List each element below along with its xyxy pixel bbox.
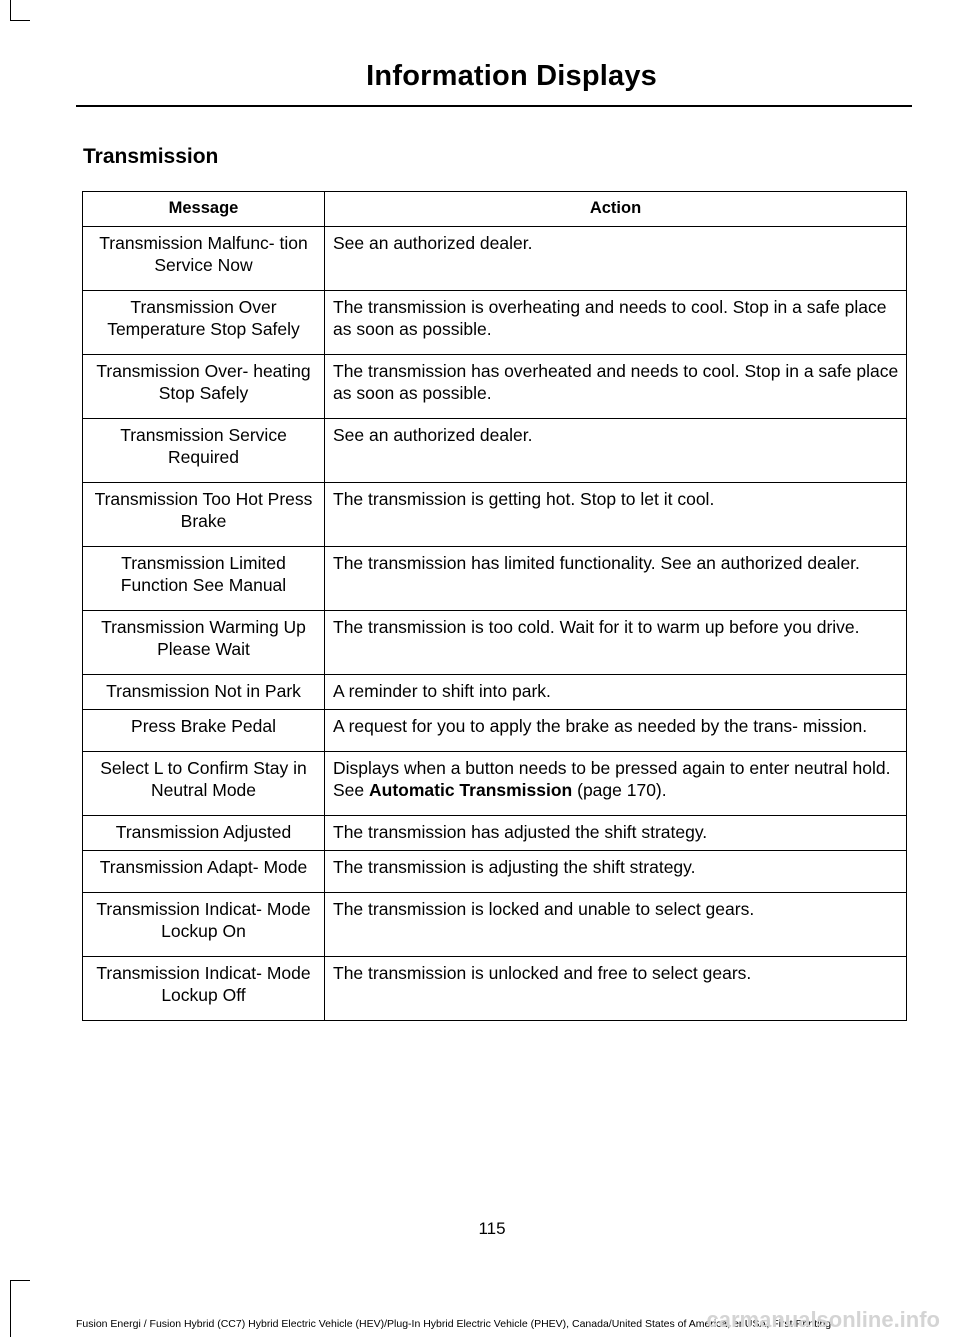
table-row (83, 291, 907, 355)
crop-mark (10, 0, 11, 20)
page-number: 115 (478, 1219, 506, 1238)
action-cell: See an authorized dealer. (325, 227, 907, 291)
message-cell: Transmission Over Temperature Stop Safely (83, 291, 325, 355)
action-cell: The transmission is locked and unable to select gears. (325, 893, 907, 957)
message-cell: Transmission Indicat- Mode Lockup On (83, 893, 325, 957)
action-cell: A request for you to apply the brake as needed by the trans- mission. (325, 709, 907, 752)
action-cell: The transmission has adjusted the shift strategy. (325, 816, 907, 851)
message-cell: Transmission Malfunc- tion Service Now (83, 227, 325, 291)
transmission-message-table (82, 191, 907, 1021)
message-cell: Press Brake Pedal (83, 709, 325, 752)
action-cell: The transmission is too cold. Wait for it to warm up before you drive. (325, 611, 907, 675)
action-cell (325, 752, 907, 816)
action-cell: The transmission has limited functionality. See an authorized dealer. (325, 547, 907, 611)
table-row (83, 419, 907, 483)
page-header-title: Information Displays (366, 60, 657, 92)
message-cell: Transmission Indicat- Mode Lockup Off (83, 957, 325, 1021)
table-row (83, 547, 907, 611)
table-row (83, 483, 907, 547)
action-cell: See an authorized dealer. (325, 419, 907, 483)
table-row (83, 227, 907, 291)
header-divider (76, 105, 912, 107)
crop-mark (10, 20, 30, 21)
action-cell: The transmission has overheated and needs to cool. Stop in a safe place as soon as possible. (325, 355, 907, 419)
action-cell: The transmission is getting hot. Stop to let it cool. (325, 483, 907, 547)
message-cell: Transmission Over- heating Stop Safely (83, 355, 325, 419)
watermark: carmanualsonline.info (706, 1307, 940, 1332)
crop-mark (10, 1280, 11, 1337)
action-text: (page 170). (572, 779, 667, 800)
message-cell: Transmission Warming Up Please Wait (83, 611, 325, 675)
message-cell: Select L to Confirm Stay in Neutral Mode (83, 752, 325, 816)
table-row (83, 675, 907, 710)
table-row (83, 709, 907, 752)
column-header-action: Action (325, 192, 907, 227)
footer-text: Fusion Energi / Fusion Hybrid (CC7) Hybrid Electric Vehicle (HEV)/Plug-In Hybrid Electric Vehicle (PHEV), Canada/United States of America, enUSA, First Printing (76, 1318, 832, 1330)
section-title: Transmission (83, 145, 219, 168)
table-row (83, 355, 907, 419)
column-header-message: Message (83, 192, 325, 227)
cross-reference-link[interactable]: Automatic Transmission (369, 779, 573, 800)
message-cell: Transmission Limited Function See Manual (83, 547, 325, 611)
action-cell: The transmission is overheating and needs to cool. Stop in a safe place as soon as possible. (325, 291, 907, 355)
message-cell: Transmission Too Hot Press Brake (83, 483, 325, 547)
message-cell: Transmission Adapt- Mode (83, 850, 325, 893)
table-row (83, 816, 907, 851)
table-row (83, 752, 907, 816)
message-cell: Transmission Service Required (83, 419, 325, 483)
table-row (83, 893, 907, 957)
table-header-row (83, 192, 907, 227)
table-row (83, 957, 907, 1021)
action-cell: The transmission is adjusting the shift strategy. (325, 850, 907, 893)
action-cell: A reminder to shift into park. (325, 675, 907, 710)
message-cell: Transmission Not in Park (83, 675, 325, 710)
crop-mark (10, 1280, 30, 1281)
table-row (83, 611, 907, 675)
table-row (83, 850, 907, 893)
action-cell: The transmission is unlocked and free to select gears. (325, 957, 907, 1021)
message-cell: Transmission Adjusted (83, 816, 325, 851)
action-text: Displays when a button needs to be pressed again to enter neutral hold. See (333, 758, 891, 800)
